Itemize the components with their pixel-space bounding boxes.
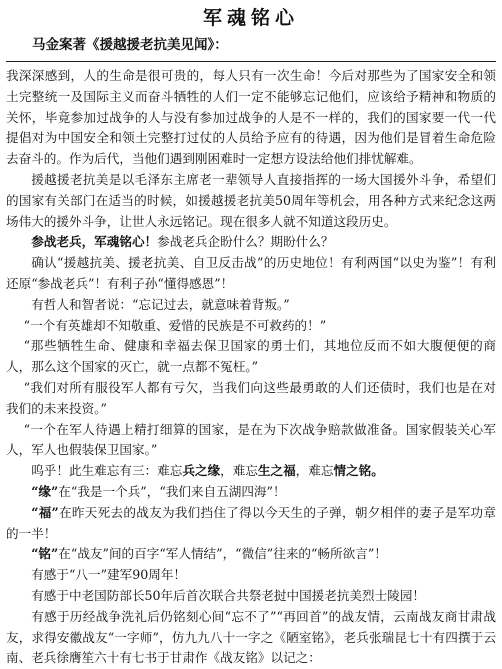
paragraph-text: 我深深感到，人的生命是很可贵的，每人只有一次生命！今后对那些为了国家安全和领土完整统一及国际主义而奋斗牺牲的人们一定不能够忘记他们，应该给予精神和物质的关怀，毕竟参加过战争的人与没有参加过战争的人是不一样的，我们的国家要一代一代提倡对为中国安全和领土完整打过仗的人员给予应有的待遇，因为他们是冒着生命危险去奋斗的。作为后代，当他们遇到刚困难时一定想方设法给他们排忧解难。 — [6, 68, 496, 167]
bold-text: 情之铭。 — [333, 463, 384, 479]
paragraph — [6, 607, 496, 669]
paragraph — [6, 461, 496, 482]
paragraph-text: 呜乎！此生难忘有三：难忘 — [31, 463, 183, 479]
page-title: 军魂铭心 — [202, 7, 299, 29]
source-subtitle: 马金案著《援越援老抗美见闻》： — [32, 37, 228, 53]
paragraph — [6, 253, 496, 295]
bold-text: “缘” — [31, 483, 59, 499]
bold-text: 生之福 — [257, 463, 296, 479]
paragraph-text: 确认“援越抗美、援老抗美、自卫反击战”的历史地位！有利两国“以史为鉴”！有利还原“参战老兵”！有利子孙“懂得感恩”！ — [6, 255, 496, 291]
paragraph-text: 在昨天死去的战友为我们挡住了得以今天生的子弹，朝夕相伴的妻子是军功章的一半！ — [6, 504, 497, 541]
paragraph-text: 参战老兵企盼什么？期盼什么？ — [157, 234, 334, 250]
paragraph-text: “一个在军人待遇上精打细算的国家，是在为下次战争赔款做准备。国家假装关心军人，军人也假装保卫国家。” — [6, 421, 496, 458]
paragraph-text: “一个有英雄却不知敬重、爱惜的民族是不可救药的！” — [23, 317, 327, 333]
paragraph-text: 有感于“八一”建军90周年！ — [31, 567, 187, 583]
paragraph-text: 在“我是一个兵”，“我们来自五湖四海”！ — [58, 483, 286, 499]
bold-text: 参战老兵，军魂铭心！ — [31, 234, 158, 250]
paragraph — [6, 336, 496, 378]
paragraph — [6, 482, 496, 503]
paragraph — [6, 66, 496, 170]
paragraph — [6, 170, 496, 232]
paragraph — [6, 586, 496, 607]
bold-text: “福” — [31, 504, 59, 520]
paragraph-text: ，难忘 — [295, 463, 334, 479]
bold-text: 兵之缘 — [182, 463, 221, 479]
paragraph-text: 有哲人和智者说：“忘记过去，就意味着背叛。” — [31, 296, 290, 312]
paragraph — [6, 565, 496, 586]
article-body — [6, 66, 496, 669]
bold-text: “铭” — [31, 546, 59, 562]
paragraph-text: ，难忘 — [220, 463, 258, 479]
paragraph — [6, 316, 496, 337]
paragraph — [6, 503, 496, 545]
divider — [6, 61, 496, 62]
paragraph-text: 援越援老抗美是以毛泽东主席老一辈领导人直接指挥的一场大国援外斗争，希望们的国家有关部门在适当的时候，如援越援老抗美50周年等机会，用各种方式来纪念这两场伟大的援外斗争，让世人永远铭记。现在很多人就不知道这段历史。 — [6, 171, 496, 229]
paragraph — [6, 378, 496, 420]
paragraph-text: 在“战友”间的百字“军人情结”，“微信”往来的“畅所欲言”！ — [58, 546, 387, 562]
paragraph-text: 有感于中老国防部长50年后首次联合共祭老挝中国援老抗美烈士陵园！ — [31, 587, 426, 603]
paragraph-text: “我们对所有服役军人都有亏欠，当我们向这些最勇敢的人们还债时，我们也是在对我们的未来投资。” — [6, 379, 496, 416]
paragraph-text: 有感于历经战争洗礼后仍铭刻心间“忘不了”“再回首”的战友情，云南战友商甘肃战友，求得安徽战友“一字师”，仿九九八十一字之《陋室铭》，老兵张瑞昆七十有四撰于云南、老兵徐膺笙六十有七书于甘肃作《战友铭》以记之： — [6, 608, 496, 666]
paragraph-text: “那些牺牲生命、健康和幸福去保卫国家的勇士们，其地位反而不如大腹便便的商人，那么这个国家的灭亡，就一点都不冤枉。” — [6, 338, 496, 375]
paragraph — [6, 295, 496, 316]
paragraph — [6, 420, 496, 462]
paragraph — [6, 544, 496, 565]
paragraph — [6, 232, 496, 253]
